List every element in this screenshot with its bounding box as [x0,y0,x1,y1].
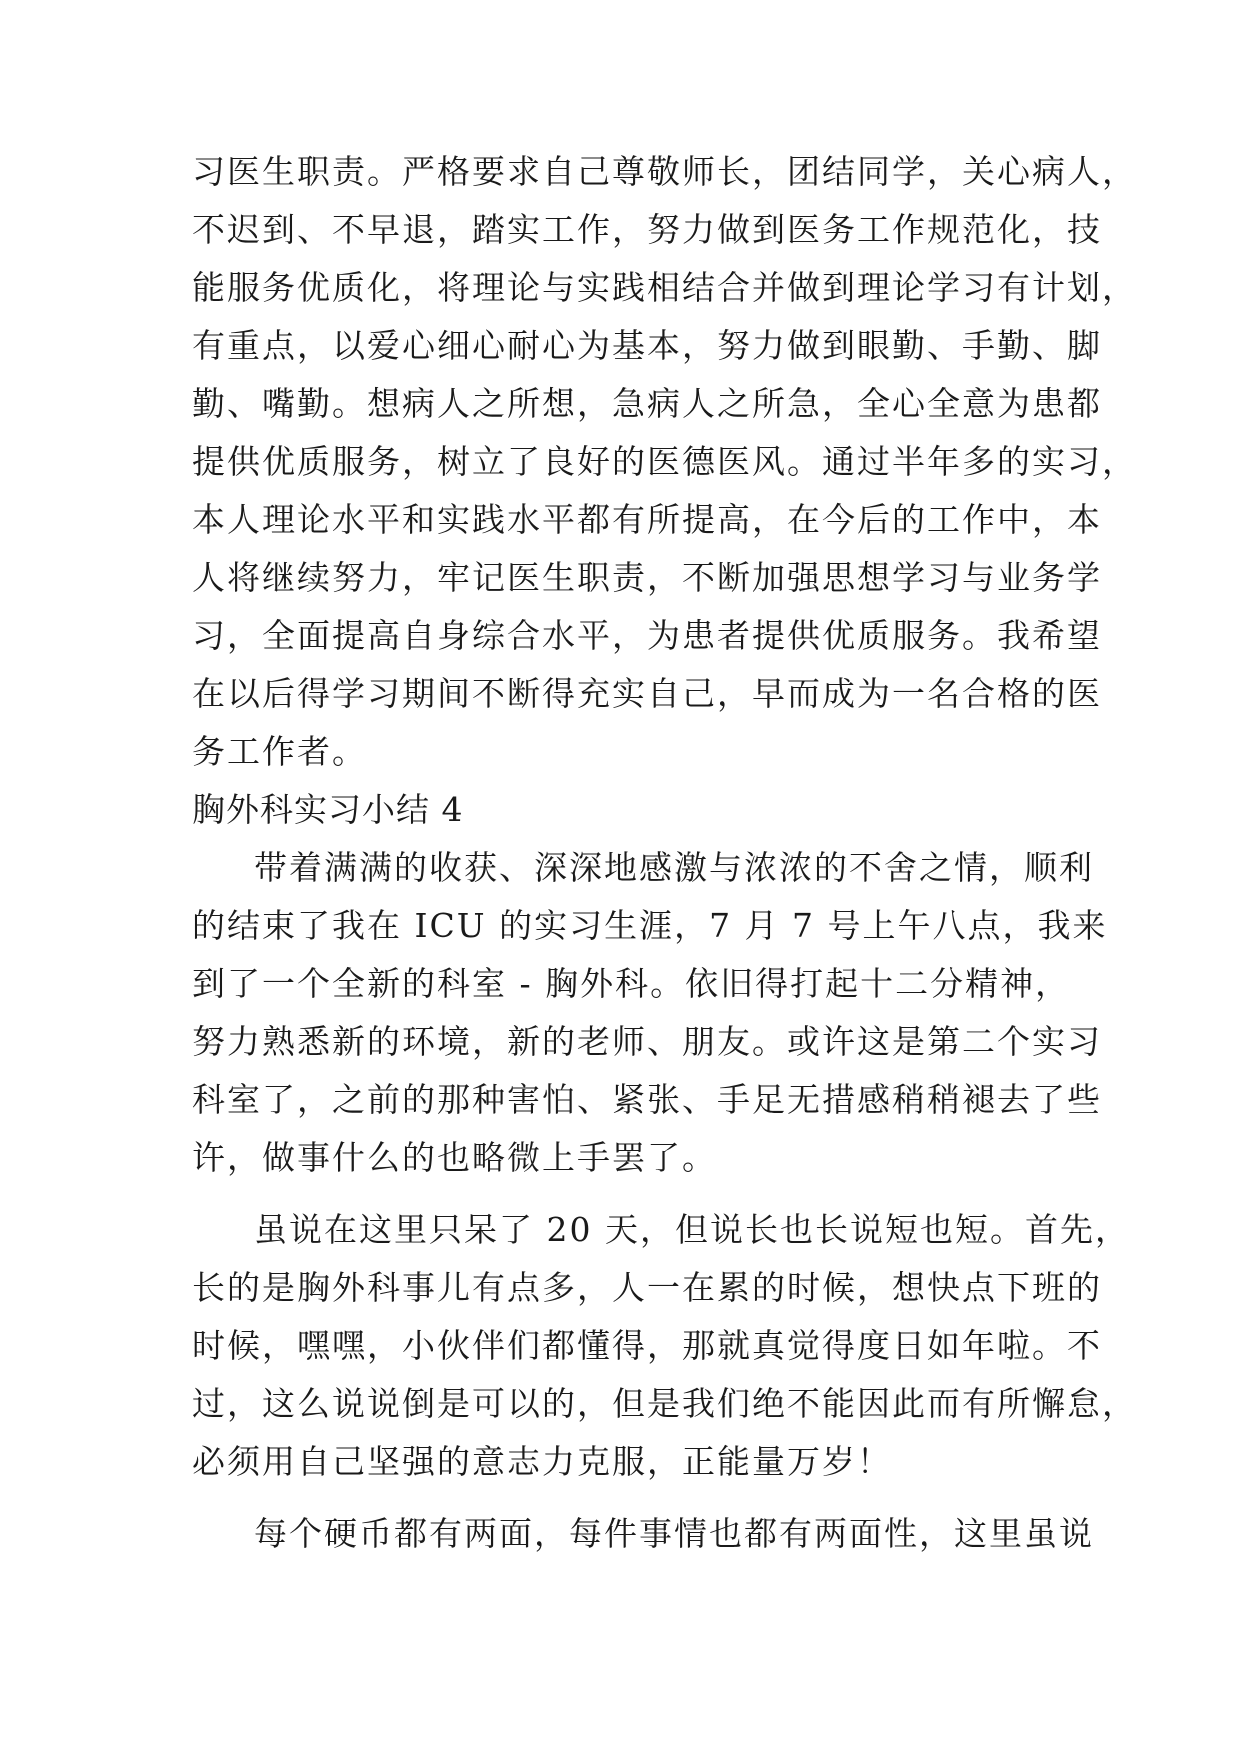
text-line: 习医生职责。严格要求自己尊敬师长，团结同学，关心病人， [192,152,1137,191]
text-line: 本人理论水平和实践水平都有所提高，在今后的工作中，本 [192,500,1102,539]
text-line: 习，全面提高自身综合水平，为患者提供优质服务。我希望 [192,616,1102,655]
text-line: 到了一个全新的科室 - 胸外科。依旧得打起十二分精神， [192,964,1071,1003]
text-line: 虽说在这里只呆了 20 天，但说长也长说短也短。首先， [254,1210,1130,1249]
text-line: 勤、嘴勤。想病人之所想，急病人之所急，全心全意为患都 [192,384,1102,423]
text-line: 人将继续努力，牢记医生职责，不断加强思想学习与业务学 [192,558,1102,597]
text-line: 每个硬币都有两面，每件事情也都有两面性，这里虽说 [254,1514,1094,1553]
text-line: 务工作者。 [192,732,367,771]
text-line: 能服务优质化，将理论与实践相结合并做到理论学习有计划， [192,268,1137,307]
text-line: 有重点，以爱心细心耐心为基本，努力做到眼勤、手勤、脚 [192,326,1102,365]
section-heading: 胸外科实习小结 4 [192,790,464,829]
text-line: 在以后得学习期间不断得充实自己，早而成为一名合格的医 [192,674,1102,713]
text-line: 科室了，之前的那种害怕、紧张、手足无措感稍稍褪去了些 [192,1080,1102,1119]
text-line: 不迟到、不早退，踏实工作，努力做到医务工作规范化，技 [192,210,1102,249]
text-line: 努力熟悉新的环境，新的老师、朋友。或许这是第二个实习 [192,1022,1102,1061]
text-line: 许，做事什么的也略微上手罢了。 [192,1138,717,1177]
text-line: 过，这么说说倒是可以的，但是我们绝不能因此而有所懈怠， [192,1384,1137,1423]
text-line: 长的是胸外科事儿有点多，人一在累的时候，想快点下班的 [192,1268,1102,1307]
text-line: 带着满满的收获、深深地感激与浓浓的不舍之情，顺利 [254,848,1094,887]
text-line: 时候，嘿嘿，小伙伴们都懂得，那就真觉得度日如年啦。不 [192,1326,1102,1365]
text-line: 必须用自己坚强的意志力克服，正能量万岁！ [192,1442,892,1481]
text-line: 提供优质服务，树立了良好的医德医风。通过半年多的实习， [192,442,1137,481]
text-line: 的结束了我在 ICU 的实习生涯，7 月 7 号上午八点，我来 [192,906,1108,945]
